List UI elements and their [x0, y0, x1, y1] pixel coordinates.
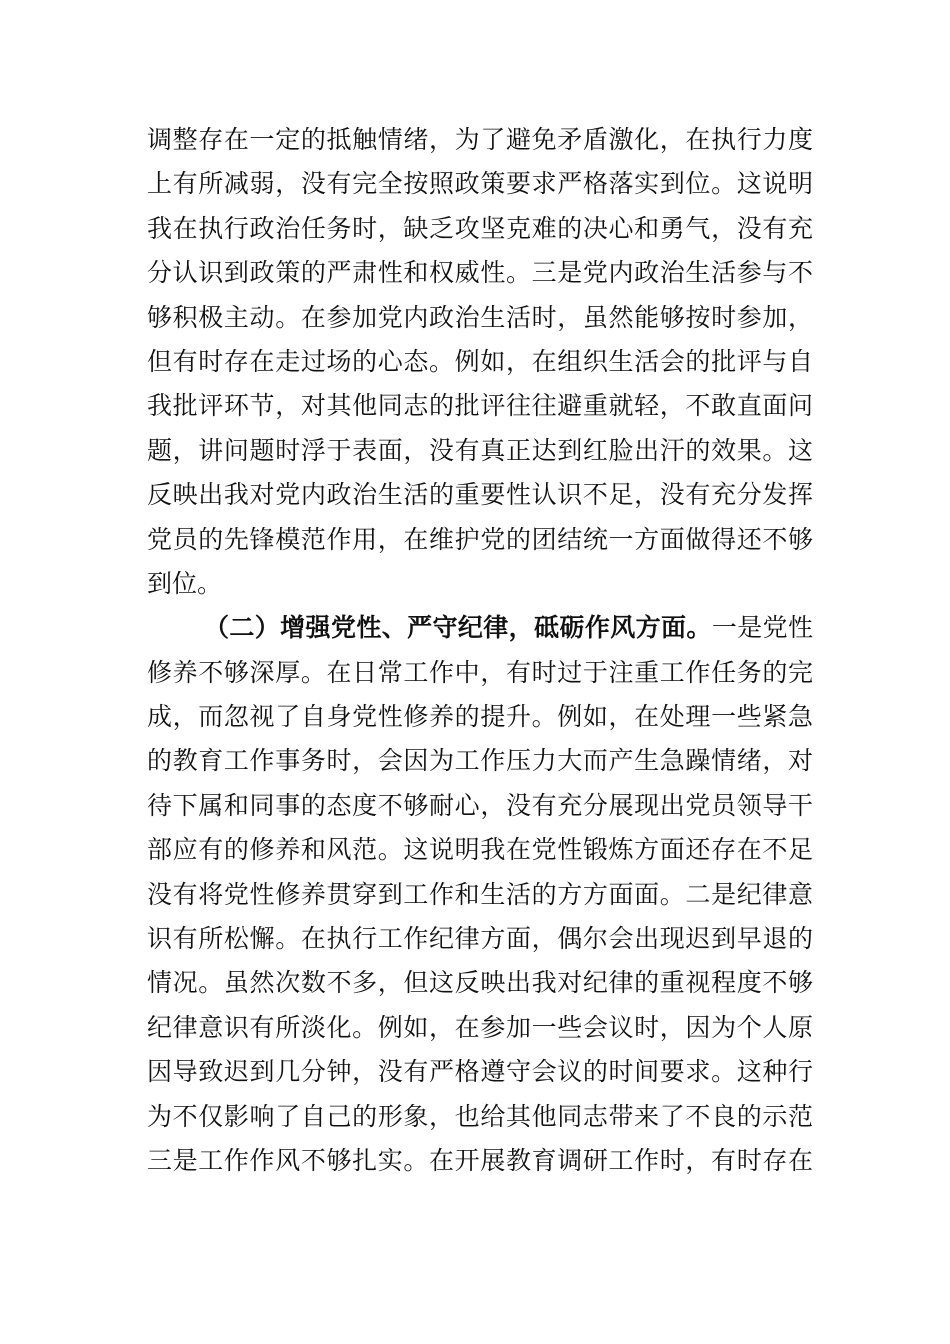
text-line: 上有所减弱，没有完全按照政策要求严格落实到位。这说明	[147, 169, 813, 199]
text-line: 我在执行政治任务时，缺乏攻坚克难的决心和勇气，没有充	[147, 213, 813, 243]
section-heading-line	[147, 606, 813, 650]
text-line: 反映出我对党内政治生活的重要性认识不足，没有充分发挥	[147, 480, 813, 510]
text-line: 识有所松懈。在执行工作纪律方面，偶尔会出现迟到早退的	[147, 924, 813, 954]
text-line: 修养不够深厚。在日常工作中，有时过于注重工作任务的完	[147, 657, 813, 687]
text-line: 没有将党性修养贯穿到工作和生活的方方面面。二是纪律意	[147, 879, 813, 909]
text-line: 情况。虽然次数不多，但这反映出我对纪律的重视程度不够	[147, 968, 813, 998]
text-line: 到位。	[147, 568, 223, 598]
text-line: 我批评环节，对其他同志的批评往往避重就轻，不敢直面问	[147, 391, 813, 421]
text-line-rest: 一是党性	[711, 613, 813, 643]
text-line: 但有时存在走过场的心态。例如，在组织生活会的批评与自	[147, 346, 813, 376]
text-line: 因导致迟到几分钟，没有严格遵守会议的时间要求。这种行	[147, 1057, 813, 1087]
text-line: 够积极主动。在参加党内政治生活时，虽然能够按时参加，	[147, 302, 813, 332]
text-line: 为不仅影响了自己的形象，也给其他同志带来了不良的示范	[147, 1101, 813, 1131]
text-line: 的教育工作事务时，会因为工作压力大而产生急躁情绪，对	[147, 746, 813, 776]
text-line: 题，讲问题时浮于表面，没有真正达到红脸出汗的效果。这	[147, 435, 813, 465]
text-line: 部应有的修养和风范。这说明我在党性锻炼方面还存在不足	[147, 835, 813, 865]
text-line: 党员的先锋模范作用，在维护党的团结统一方面做得还不够	[147, 524, 813, 554]
text-line: 待下属和同事的态度不够耐心，没有充分展现出党员领导干	[147, 790, 813, 820]
text-line: 分认识到政策的严肃性和权威性。三是党内政治生活参与不	[147, 258, 813, 288]
text-line: 三是工作作风不够扎实。在开展教育调研工作时，有时存在	[147, 1145, 813, 1175]
text-line: 纪律意识有所淡化。例如，在参加一些会议时，因为个人原	[147, 1012, 813, 1042]
text-line: 调整存在一定的抵触情绪，为了避免矛盾激化，在执行力度	[147, 125, 813, 154]
body-text	[147, 118, 813, 1183]
section-heading: （二）增强党性、严守纪律，砥砺作风方面。	[204, 613, 712, 643]
text-line: 成，而忽视了自身党性修养的提升。例如，在处理一些紧急	[147, 702, 813, 732]
